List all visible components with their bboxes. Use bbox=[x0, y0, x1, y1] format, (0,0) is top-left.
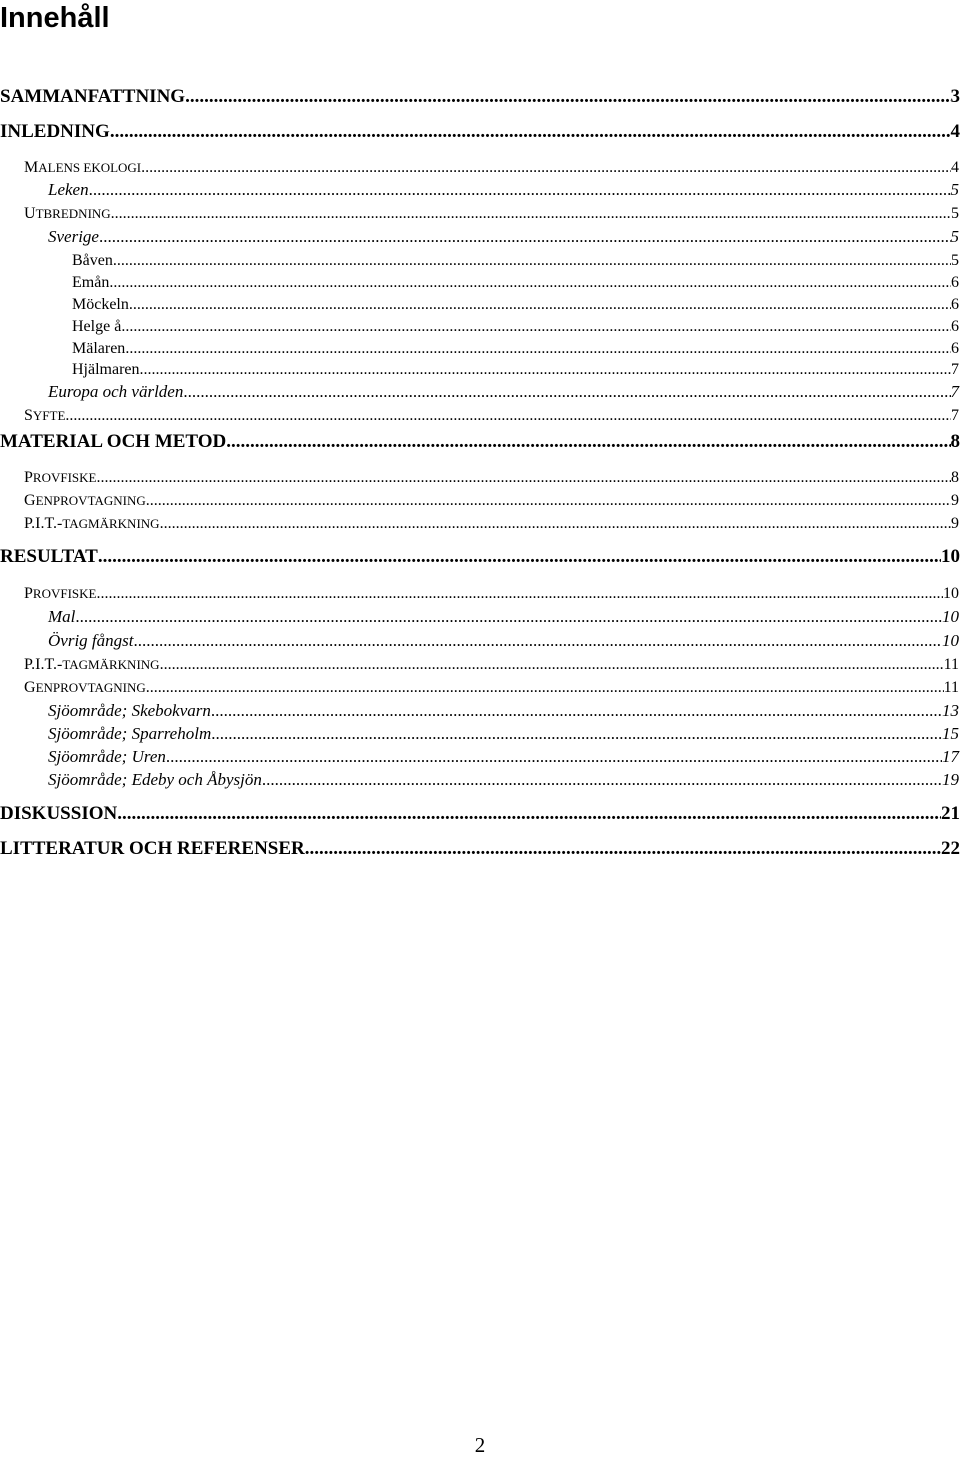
toc-entry-label: Helge å bbox=[72, 318, 122, 335]
toc-entry-page: 9 bbox=[951, 492, 959, 509]
toc-entry-mal[interactable] bbox=[48, 606, 959, 628]
toc-entry-label: Möckeln bbox=[72, 296, 129, 313]
toc-entry-label: Sverige bbox=[48, 227, 99, 246]
toc-leader-dots bbox=[146, 490, 951, 512]
toc-entry-helge-a[interactable] bbox=[72, 316, 959, 338]
page-title: Innehåll bbox=[0, 2, 110, 34]
toc-leader-dots bbox=[211, 723, 942, 745]
toc-entry-label: INLEDNING bbox=[0, 121, 110, 142]
toc-entry-page: 8 bbox=[950, 431, 960, 452]
toc-entry-label: MALENS EKOLOGI bbox=[24, 159, 142, 176]
toc-entry-label: PROVFISKE bbox=[24, 469, 97, 486]
toc-entry-genprovtagning[interactable] bbox=[24, 677, 959, 699]
toc-leader-dots bbox=[125, 338, 951, 360]
toc-entry-label: GENPROVTAGNING bbox=[24, 492, 146, 509]
toc-leader-dots bbox=[185, 86, 950, 108]
toc-leader-dots bbox=[166, 746, 942, 768]
toc-entry-label: SAMMANFATTNING bbox=[0, 86, 186, 107]
toc-leader-dots bbox=[117, 803, 941, 825]
toc-entry-label: MATERIAL OCH METOD bbox=[0, 431, 227, 452]
toc-entry-leken[interactable] bbox=[48, 179, 959, 201]
toc-entry-page: 15 bbox=[942, 724, 959, 743]
toc-entry-page: 6 bbox=[951, 296, 959, 313]
toc-leader-dots bbox=[98, 546, 941, 568]
toc-entry-label: Mälaren bbox=[72, 340, 126, 357]
toc-entry-label: Båven bbox=[72, 252, 113, 269]
toc-entry-label: PROVFISKE bbox=[24, 585, 97, 602]
toc-entry-pit-tagmarkning[interactable] bbox=[24, 513, 959, 535]
toc-entry-page: 3 bbox=[950, 86, 960, 107]
toc-entry-label: Övrig fångst bbox=[48, 631, 134, 650]
toc-leader-dots bbox=[65, 405, 951, 427]
toc-entry-label: SYFTE bbox=[24, 407, 66, 424]
toc-leader-dots bbox=[211, 700, 942, 722]
toc-entry-page: 19 bbox=[942, 770, 959, 789]
toc-entry-page: 8 bbox=[951, 469, 959, 486]
toc-entry-label: Sjöområde; Edeby och Åbysjön bbox=[48, 770, 262, 789]
toc-entry-mockeln[interactable] bbox=[72, 294, 959, 316]
toc-entry-page: 17 bbox=[942, 747, 959, 766]
toc-entry-genprovtagning[interactable] bbox=[24, 490, 959, 512]
toc-entry-label: LITTERATUR OCH REFERENSER bbox=[0, 838, 305, 859]
toc-leader-dots bbox=[305, 838, 941, 860]
toc-entry-inledning[interactable] bbox=[0, 121, 960, 143]
toc-entry-page: 4 bbox=[951, 159, 959, 176]
toc-entry-page: 6 bbox=[951, 318, 959, 335]
toc-entry-label: P.I.T.-TAGMÄRKNING bbox=[24, 515, 160, 532]
toc-leader-dots bbox=[146, 677, 944, 699]
toc-entry-page: 13 bbox=[942, 701, 959, 720]
toc-entry-page: 22 bbox=[941, 838, 960, 859]
toc-leader-dots bbox=[96, 467, 951, 489]
toc-entry-page: 10 bbox=[942, 631, 959, 650]
toc-entry-page: 6 bbox=[951, 340, 959, 357]
toc-entry-pit-tagmarkning[interactable] bbox=[24, 654, 959, 676]
toc-entry-page: 5 bbox=[950, 180, 959, 199]
toc-entry-label: GENPROVTAGNING bbox=[24, 679, 146, 696]
toc-leader-dots bbox=[183, 381, 950, 403]
toc-entry-sjoomrade-skebokvarn[interactable] bbox=[48, 700, 959, 722]
toc-entry-sjoomrade-sparreholm[interactable] bbox=[48, 723, 959, 745]
toc-entry-page: 5 bbox=[951, 205, 959, 222]
toc-entry-utbredning[interactable] bbox=[24, 203, 959, 225]
toc-entry-sjoomrade-uren[interactable] bbox=[48, 746, 959, 768]
toc-entry-malaren[interactable] bbox=[72, 338, 959, 360]
toc-leader-dots bbox=[226, 431, 950, 453]
toc-entry-page: 7 bbox=[951, 361, 959, 378]
toc-entry-sjoomrade-edeby-och-abysjon[interactable] bbox=[48, 769, 959, 791]
toc-leader-dots bbox=[75, 606, 942, 628]
toc-entry-label: Mal bbox=[48, 607, 76, 626]
toc-leader-dots bbox=[262, 769, 942, 791]
toc-leader-dots bbox=[129, 294, 951, 316]
toc-leader-dots bbox=[96, 583, 943, 605]
toc-leader-dots bbox=[109, 272, 951, 294]
toc-entry-malens-ekologi[interactable] bbox=[24, 157, 959, 179]
toc-entry-provfiske[interactable] bbox=[24, 467, 959, 489]
toc-entry-label: Emån bbox=[72, 274, 110, 291]
toc-entry-eman[interactable] bbox=[72, 272, 959, 294]
toc-leader-dots bbox=[113, 250, 951, 272]
toc-entry-resultat[interactable] bbox=[0, 546, 960, 568]
toc-entry-label: P.I.T.-TAGMÄRKNING bbox=[24, 656, 160, 673]
toc-entry-page: 7 bbox=[951, 407, 959, 424]
toc-entry-label: DISKUSSION bbox=[0, 803, 118, 824]
toc-entry-page: 4 bbox=[950, 121, 960, 142]
toc-entry-label: Sjöområde; Uren bbox=[48, 747, 166, 766]
toc-entry-page: 5 bbox=[951, 252, 959, 269]
toc-entry-page: 10 bbox=[942, 607, 959, 626]
toc-entry-label: Europa och världen bbox=[48, 382, 184, 401]
toc-entry-syfte[interactable] bbox=[24, 405, 959, 427]
toc-entry-baven[interactable] bbox=[72, 250, 959, 272]
toc-entry-label: UTBREDNING bbox=[24, 205, 111, 222]
toc-leader-dots bbox=[160, 513, 951, 535]
toc-entry-sammanfattning[interactable] bbox=[0, 86, 960, 108]
toc-entry-label: Leken bbox=[48, 180, 89, 199]
toc-entry-diskussion[interactable] bbox=[0, 803, 960, 825]
toc-entry-ovrig-fangst[interactable] bbox=[48, 630, 959, 652]
toc-leader-dots bbox=[160, 654, 944, 676]
toc-entry-page: 10 bbox=[941, 546, 960, 567]
toc-entry-sverige[interactable] bbox=[48, 226, 959, 248]
toc-entry-material-och-metod[interactable] bbox=[0, 431, 960, 453]
toc-entry-page: 5 bbox=[950, 227, 959, 246]
toc-entry-page: 10 bbox=[943, 585, 959, 602]
toc-entry-page: 7 bbox=[950, 382, 959, 401]
toc-entry-litteratur-och-referenser[interactable] bbox=[0, 838, 960, 860]
toc-entry-page: 11 bbox=[943, 656, 959, 673]
toc-leader-dots bbox=[110, 121, 951, 143]
toc-leader-dots bbox=[141, 157, 951, 179]
toc-entry-label: RESULTAT bbox=[0, 546, 98, 567]
toc-entry-europa-och-varlden[interactable] bbox=[48, 381, 959, 403]
toc-entry-hjalmaren[interactable] bbox=[72, 359, 959, 381]
toc-leader-dots bbox=[111, 203, 951, 225]
toc-entry-page: 11 bbox=[943, 679, 959, 696]
toc-leader-dots bbox=[99, 226, 951, 248]
toc-leader-dots bbox=[121, 316, 951, 338]
toc-leader-dots bbox=[133, 630, 942, 652]
toc-entry-label: Sjöområde; Skebokvarn bbox=[48, 701, 211, 720]
toc-entry-page: 9 bbox=[951, 515, 959, 532]
toc-leader-dots bbox=[89, 179, 951, 201]
toc-leader-dots bbox=[140, 359, 951, 381]
page-number: 2 bbox=[474, 1433, 486, 1457]
toc-entry-provfiske[interactable] bbox=[24, 583, 959, 605]
toc-entry-page: 6 bbox=[951, 274, 959, 291]
toc-entry-page: 21 bbox=[941, 803, 960, 824]
toc-entry-label: Sjöområde; Sparreholm bbox=[48, 724, 212, 743]
toc-entry-label: Hjälmaren bbox=[72, 361, 140, 378]
